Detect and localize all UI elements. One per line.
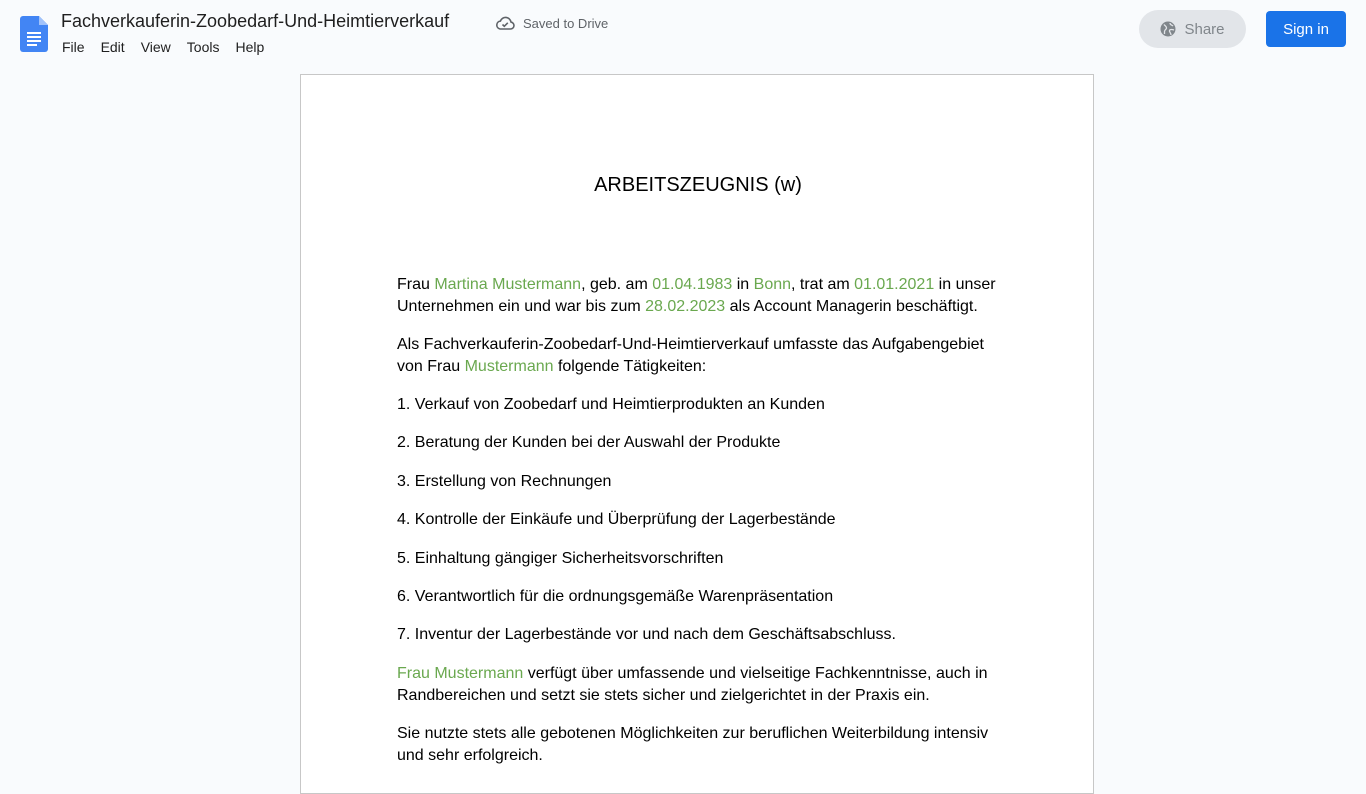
menu-edit[interactable]: Edit: [100, 39, 125, 55]
menu-view[interactable]: View: [140, 39, 171, 55]
document-page[interactable]: [300, 74, 1094, 794]
placeholder-start-date: 01.01.2021: [854, 276, 935, 293]
share-label: Share: [1184, 20, 1225, 38]
task-item: 5. Einhaltung gängiger Sicherheitsvorschriften: [397, 549, 724, 567]
placeholder-birthdate: 01.04.1983: [652, 276, 733, 293]
globe-icon: [1160, 21, 1176, 37]
paragraph-intro: Frau Martina Mustermann, geb. am 01.04.1983 in Bonn, trat am 01.01.2021 in unser Unternehmen ein und war bis zum 28.02.2023 als Account Managerin beschäftigt.: [397, 276, 996, 315]
google-docs-icon[interactable]: [20, 16, 48, 52]
placeholder-city: Bonn: [753, 276, 792, 293]
menu-help[interactable]: Help: [235, 39, 265, 55]
menu-bar: [54, 36, 272, 58]
saved-status-label: Saved to Drive: [523, 15, 609, 31]
menu-file[interactable]: File: [62, 39, 85, 55]
task-item: 7. Inventur der Lagerbestände vor und nach dem Geschäftsabschluss.: [397, 626, 896, 644]
task-item: 6. Verantwortlich für die ordnungsgemäße Warenpräsentation: [397, 587, 834, 605]
document-body: [397, 274, 997, 783]
sign-in-button[interactable]: Sign in: [1266, 11, 1346, 47]
share-button[interactable]: [1139, 10, 1246, 48]
menu-tools[interactable]: Tools: [186, 39, 220, 55]
paragraph-training: Sie nutzte stets alle gebotenen Möglichkeiten zur beruflichen Weiterbildung intensiv und sehr erfolgreich.: [397, 724, 989, 764]
document-title[interactable]: Fachverkauferin-Zoobedarf-Und-Heimtierverkauf: [61, 11, 450, 31]
placeholder-full-name: Frau Mustermann: [397, 664, 524, 682]
placeholder-surname: Mustermann: [464, 358, 554, 375]
paragraph-duties-intro: Als Fachverkauferin-Zoobedarf-Und-Heimtierverkauf umfasste das Aufgabengebiet von Frau Mustermann folgende Tätigkeiten:: [397, 336, 984, 375]
placeholder-end-date: 28.02.2023: [645, 298, 726, 315]
task-item: 2. Beratung der Kunden bei der Auswahl der Produkte: [397, 434, 781, 452]
app-header: [0, 0, 1366, 64]
task-item: 1. Verkauf von Zoobedarf und Heimtierprodukten an Kunden: [397, 396, 825, 413]
document-heading: ARBEITSZEUGNIS (w): [594, 174, 802, 196]
task-item: 4. Kontrolle der Einkäufe und Überprüfung der Lagerbestände: [397, 511, 836, 529]
placeholder-name: Martina Mustermann: [434, 276, 582, 293]
cloud-done-icon: [495, 15, 515, 31]
task-item: 3. Erstellung von Rechnungen: [397, 472, 612, 490]
paragraph-skills: Frau Mustermann verfügt über umfassende und vielseitige Fachkenntnisse, auch in Randbereichen und setzt sie stets sicher und zielgerichtet in der Praxis ein.: [397, 664, 988, 704]
saved-status[interactable]: [495, 13, 608, 33]
